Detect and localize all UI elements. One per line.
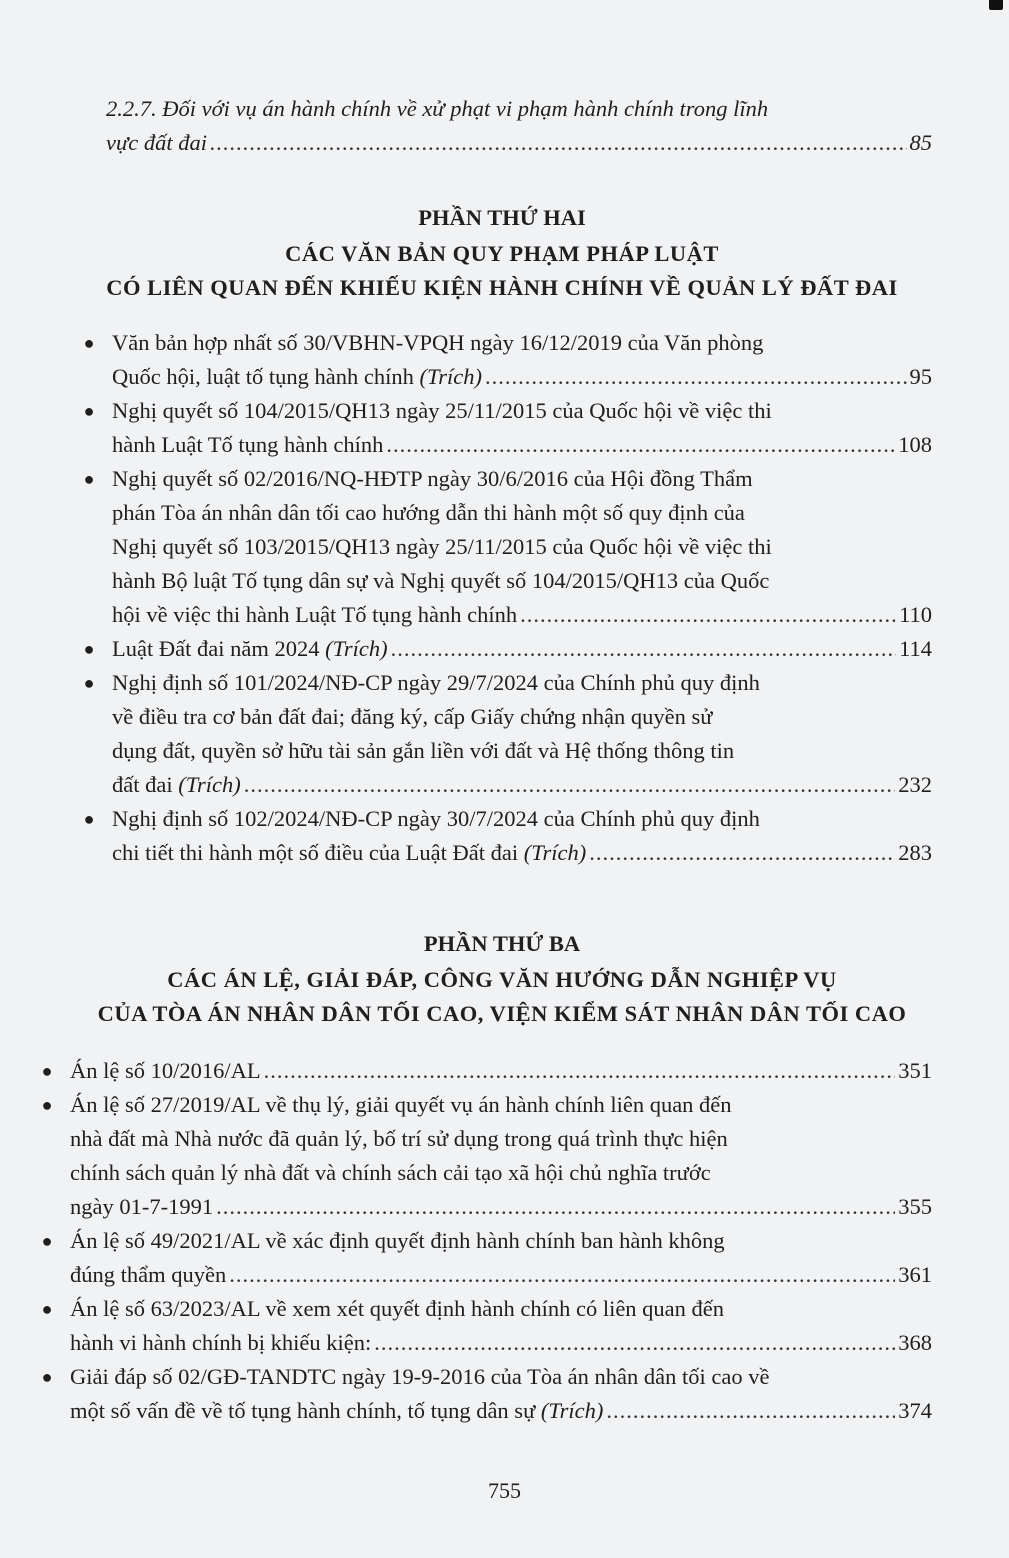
excerpt-note: (Trích) <box>523 840 587 865</box>
toc-entry-text: Nghị quyết số 104/2015/QH13 ngày 25/11/2015 của Quốc hội về việc thi <box>112 398 772 423</box>
toc-entry-tail <box>112 768 241 802</box>
toc-page-number: 374 <box>898 1398 932 1423</box>
dot-leader <box>520 598 896 632</box>
bullet-icon: ● <box>83 401 95 421</box>
toc-entry-last-line <box>112 360 932 394</box>
part-two-list <box>72 326 932 870</box>
toc-entry-tail: vực đất đai <box>106 130 207 155</box>
dot-leader <box>485 360 907 394</box>
toc-entry-tail-text: đất đai <box>112 772 173 797</box>
toc-entry-last-line <box>70 1054 932 1088</box>
toc-entry-text: Án lệ số 27/2019/AL về thụ lý, giải quyết vụ án hành chính liên quan đến <box>70 1092 732 1117</box>
dot-leader <box>391 632 896 666</box>
part-two-title-line-1: CÁC VĂN BẢN QUY PHẠM PHÁP LUẬT <box>285 241 719 266</box>
toc-entry-tail-text: chi tiết thi hành một số điều của Luật Đất đai <box>112 840 519 865</box>
bullet-icon: ● <box>83 639 95 659</box>
toc-entry-last-line <box>112 428 932 462</box>
part-two-title-line-2: CÓ LIÊN QUAN ĐẾN KHIẾU KIỆN HÀNH CHÍNH VỀ QUẢN LÝ ĐẤT ĐAI <box>106 275 898 300</box>
toc-entry-text: chính sách quản lý nhà đất và chính sách cải tạo xã hội chủ nghĩa trước <box>70 1160 711 1185</box>
toc-page-number: 368 <box>898 1330 932 1355</box>
dot-leader <box>216 1190 895 1224</box>
toc-entry-last-line <box>70 1394 932 1428</box>
toc-entry-text: Án lệ số 49/2021/AL về xác định quyết định hành chính ban hành không <box>70 1228 725 1253</box>
dot-leader <box>264 1054 896 1088</box>
toc-entry-text: Nghị định số 101/2024/NĐ-CP ngày 29/7/2024 của Chính phủ quy định <box>112 670 760 695</box>
bullet-icon: ● <box>83 469 95 489</box>
toc-entry-tail <box>112 836 586 870</box>
toc-entry-text: Giải đáp số 02/GĐ-TANDTC ngày 19-9-2016 của Tòa án nhân dân tối cao về <box>70 1364 770 1389</box>
toc-entry-last-line <box>112 768 932 802</box>
toc-entry-text: Nghị quyết số 103/2015/QH13 ngày 25/11/2015 của Quốc hội về việc thi <box>112 534 772 559</box>
part-three-list <box>41 1054 932 1428</box>
toc-entry-last-line <box>70 1258 932 1292</box>
toc-page-number: 283 <box>898 840 932 865</box>
bullet-icon: ● <box>83 333 95 353</box>
toc-page-number: 361 <box>898 1262 932 1287</box>
toc-entry[interactable] <box>36 1088 932 1224</box>
toc-entry-last-line <box>70 1326 932 1360</box>
toc-entry-tail <box>70 1326 371 1360</box>
page-number: 755 <box>488 1478 521 1503</box>
bullet-icon: ● <box>41 1061 53 1081</box>
dot-leader <box>589 836 895 870</box>
dot-leader <box>210 126 907 160</box>
toc-entry-tail-text: một số vấn đề về tố tụng hành chính, tố tụng dân sự <box>70 1398 536 1423</box>
toc-entry-tail <box>112 360 482 394</box>
toc-content <box>41 92 932 1428</box>
toc-entry-text: Nghị định số 102/2024/NĐ-CP ngày 30/7/2024 của Chính phủ quy định <box>112 806 760 831</box>
toc-entry[interactable] <box>78 462 932 632</box>
toc-page-number: 114 <box>899 636 932 661</box>
toc-entry-tail <box>112 428 383 462</box>
toc-entry-last-line <box>112 598 932 632</box>
toc-page-number: 355 <box>898 1194 932 1219</box>
excerpt-note: (Trích) <box>419 364 482 389</box>
toc-page-number: 108 <box>898 432 932 457</box>
toc-entry[interactable] <box>36 1224 932 1292</box>
toc-entry-text: Án lệ số 63/2023/AL về xem xét quyết định hành chính có liên quan đến <box>70 1296 725 1321</box>
part-two-heading <box>72 202 932 304</box>
toc-entry[interactable] <box>36 1292 932 1360</box>
toc-entry-tail-text: đúng thẩm quyền <box>70 1262 227 1287</box>
toc-entry[interactable] <box>78 632 932 666</box>
bullet-icon: ● <box>41 1231 53 1251</box>
toc-entry-text: hành Bộ luật Tố tụng dân sự và Nghị quyết số 104/2015/QH13 của Quốc <box>112 568 770 593</box>
toc-entry-tail <box>112 632 388 666</box>
toc-entry[interactable] <box>78 326 932 394</box>
excerpt-note: (Trích) <box>325 636 388 661</box>
excerpt-note: (Trích) <box>178 772 241 797</box>
toc-entry[interactable] <box>78 394 932 462</box>
toc-entry-tail <box>70 1394 603 1428</box>
bullet-icon: ● <box>41 1095 53 1115</box>
toc-entry-tail <box>70 1190 213 1224</box>
toc-entry-last-line <box>70 1190 932 1224</box>
dot-leader <box>229 1258 895 1292</box>
toc-entry-tail <box>70 1258 226 1292</box>
toc-entry-tail-text: hội về việc thi hành Luật Tố tụng hành chính <box>112 602 518 627</box>
toc-entry[interactable] <box>78 666 932 802</box>
toc-entry-text: nhà đất mà Nhà nước đã quản lý, bố trí sử dụng trong quá trình thực hiện <box>70 1126 728 1151</box>
toc-page-number: 95 <box>909 364 932 389</box>
toc-page-number: 351 <box>898 1058 932 1083</box>
toc-entry-text: 2.2.7. Đối với vụ án hành chính về xử phạt vi phạm hành chính trong lĩnh <box>106 96 769 121</box>
toc-entry-tail-text: Luật Đất đai năm 2024 <box>112 636 320 661</box>
toc-page-number: 110 <box>899 602 932 627</box>
dot-leader <box>374 1326 895 1360</box>
toc-page-number: 85 <box>909 130 932 155</box>
toc-page-number: 232 <box>898 772 932 797</box>
toc-entry-tail-text: hành vi hành chính bị khiếu kiện: <box>70 1330 372 1355</box>
toc-entry-tail-text: Quốc hội, luật tố tụng hành chính <box>112 364 414 389</box>
toc-entry[interactable] <box>36 1054 932 1088</box>
part-three-heading <box>72 928 932 1030</box>
page-edge-mark <box>989 0 1003 10</box>
dot-leader <box>244 768 896 802</box>
toc-entry[interactable] <box>78 802 932 870</box>
bullet-icon: ● <box>83 809 95 829</box>
toc-entry-last-line <box>106 126 932 160</box>
toc-entry-text: Nghị quyết số 02/2016/NQ-HĐTP ngày 30/6/2016 của Hội đồng Thẩm <box>112 466 753 491</box>
toc-entry-tail-text: ngày 01-7-1991 <box>70 1194 214 1219</box>
toc-entry-text: phán Tòa án nhân dân tối cao hướng dẫn thi hành một số quy định của <box>112 500 745 525</box>
toc-entry[interactable] <box>36 1360 932 1428</box>
part-three-title-line-1: CÁC ÁN LỆ, GIẢI ĐÁP, CÔNG VĂN HƯỚNG DẪN NGHIỆP VỤ <box>167 967 837 992</box>
toc-entry-text: về điều tra cơ bản đất đai; đăng ký, cấp Giấy chứng nhận quyền sử <box>112 704 713 729</box>
dot-leader <box>606 1394 895 1428</box>
toc-entry-last-line <box>112 632 932 666</box>
toc-entry-tail-text: hành Luật Tố tụng hành chính <box>112 432 384 457</box>
toc-entry-text: dụng đất, quyền sở hữu tài sản gắn liền với đất và Hệ thống thông tin <box>112 738 735 763</box>
part-three-label: PHẦN THỨ BA <box>423 931 581 956</box>
bullet-icon: ● <box>41 1367 53 1387</box>
toc-entry-tail <box>70 1054 261 1088</box>
bullet-icon: ● <box>41 1299 53 1319</box>
part-three-title-line-2: CỦA TÒA ÁN NHÂN DÂN TỐI CAO, VIỆN KIỂM SÁT NHÂN DÂN TỐI CAO <box>97 1001 907 1026</box>
bullet-icon: ● <box>83 673 95 693</box>
part-two-label: PHẦN THỨ HAI <box>418 205 586 230</box>
toc-entry-tail <box>112 598 517 632</box>
toc-entry-2-2-7[interactable] <box>88 92 932 160</box>
dot-leader <box>386 428 895 462</box>
toc-entry-last-line <box>112 836 932 870</box>
toc-entry-text: Văn bản hợp nhất số 30/VBHN-VPQH ngày 16/12/2019 của Văn phòng <box>112 330 764 355</box>
excerpt-note: (Trích) <box>540 1398 604 1423</box>
toc-entry-tail-text: Án lệ số 10/2016/AL <box>70 1058 261 1083</box>
